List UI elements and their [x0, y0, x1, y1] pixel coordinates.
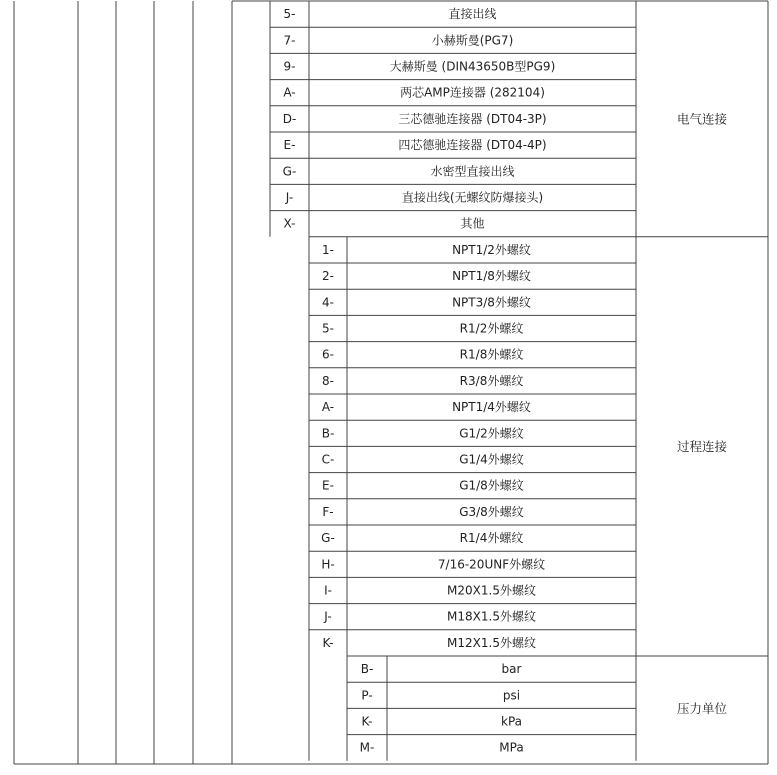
option-code: H-	[321, 557, 335, 572]
option-description: R1/8外螺纹	[459, 347, 524, 362]
category-label: 电气连接	[676, 111, 728, 127]
option-code: J-	[285, 190, 294, 205]
option-code: G-	[321, 531, 335, 546]
option-description: 两芯AMP连接器 (282104)	[400, 85, 545, 100]
option-description: 7/16-20UNF外螺纹	[437, 557, 546, 572]
table-cells	[283, 6, 728, 755]
option-description: NPT3/8外螺纹	[452, 295, 531, 310]
option-code: 4-	[322, 295, 334, 310]
option-code: B-	[321, 426, 335, 441]
option-code: X-	[283, 216, 296, 231]
category-label: 过程连接	[676, 438, 728, 454]
option-description: MPa	[499, 740, 524, 755]
option-code: 5-	[283, 7, 296, 22]
option-code: B-	[360, 662, 374, 677]
option-description: G1/4外螺纹	[459, 452, 524, 467]
option-code: 6-	[322, 347, 334, 362]
option-description: 水密型直接出线	[430, 164, 515, 179]
option-description: 四芯德驰连接器 (DT04-4P)	[398, 138, 547, 153]
option-code: A-	[283, 85, 296, 100]
option-description: R1/2外螺纹	[459, 321, 524, 336]
option-code: K-	[361, 714, 373, 729]
option-code: K-	[322, 635, 334, 650]
option-description: G3/8外螺纹	[459, 504, 524, 519]
category-label: 压力单位	[676, 700, 728, 716]
option-description: G1/2外螺纹	[459, 426, 524, 441]
option-code: 7-	[283, 33, 296, 48]
option-description: 直接出线	[448, 7, 497, 22]
option-description: psi	[502, 688, 521, 703]
option-description: 直接出线(无螺纹防爆接头)	[401, 190, 544, 205]
option-description: kPa	[501, 714, 522, 729]
option-code: A-	[321, 400, 335, 415]
option-code: D-	[282, 111, 297, 126]
option-description: 大赫斯曼 (DIN43650B型PG9)	[389, 59, 556, 74]
option-description: NPT1/8外螺纹	[452, 269, 531, 284]
option-description: bar	[501, 662, 522, 677]
option-description: M12X1.5外螺纹	[447, 635, 536, 650]
option-code: E-	[322, 478, 334, 493]
option-description: M20X1.5外螺纹	[447, 583, 536, 598]
option-description: R1/4外螺纹	[459, 531, 524, 546]
option-code: M-	[359, 740, 375, 755]
option-description: R3/8外螺纹	[459, 373, 524, 388]
table-grid	[14, 1, 768, 764]
option-code: 8-	[322, 373, 334, 388]
option-code: I-	[324, 583, 332, 598]
option-code: 9-	[283, 59, 296, 74]
option-description: 其他	[460, 216, 485, 231]
option-code: C-	[321, 452, 335, 467]
option-description: M18X1.5外螺纹	[447, 609, 536, 624]
option-code: P-	[361, 688, 373, 703]
option-description: NPT1/4外螺纹	[452, 400, 531, 415]
option-description: G1/8外螺纹	[459, 478, 524, 493]
option-code: 1-	[322, 242, 334, 257]
option-description: 小赫斯曼(PG7)	[431, 33, 514, 48]
option-description: 三芯德驰连接器 (DT04-3P)	[398, 111, 547, 126]
option-code: F-	[322, 504, 334, 519]
option-code: J-	[324, 609, 332, 624]
option-code: 5-	[322, 321, 334, 336]
option-code: G-	[282, 164, 297, 179]
option-description: NPT1/2外螺纹	[452, 242, 531, 257]
option-code: E-	[283, 138, 296, 153]
option-code: 2-	[322, 269, 334, 284]
